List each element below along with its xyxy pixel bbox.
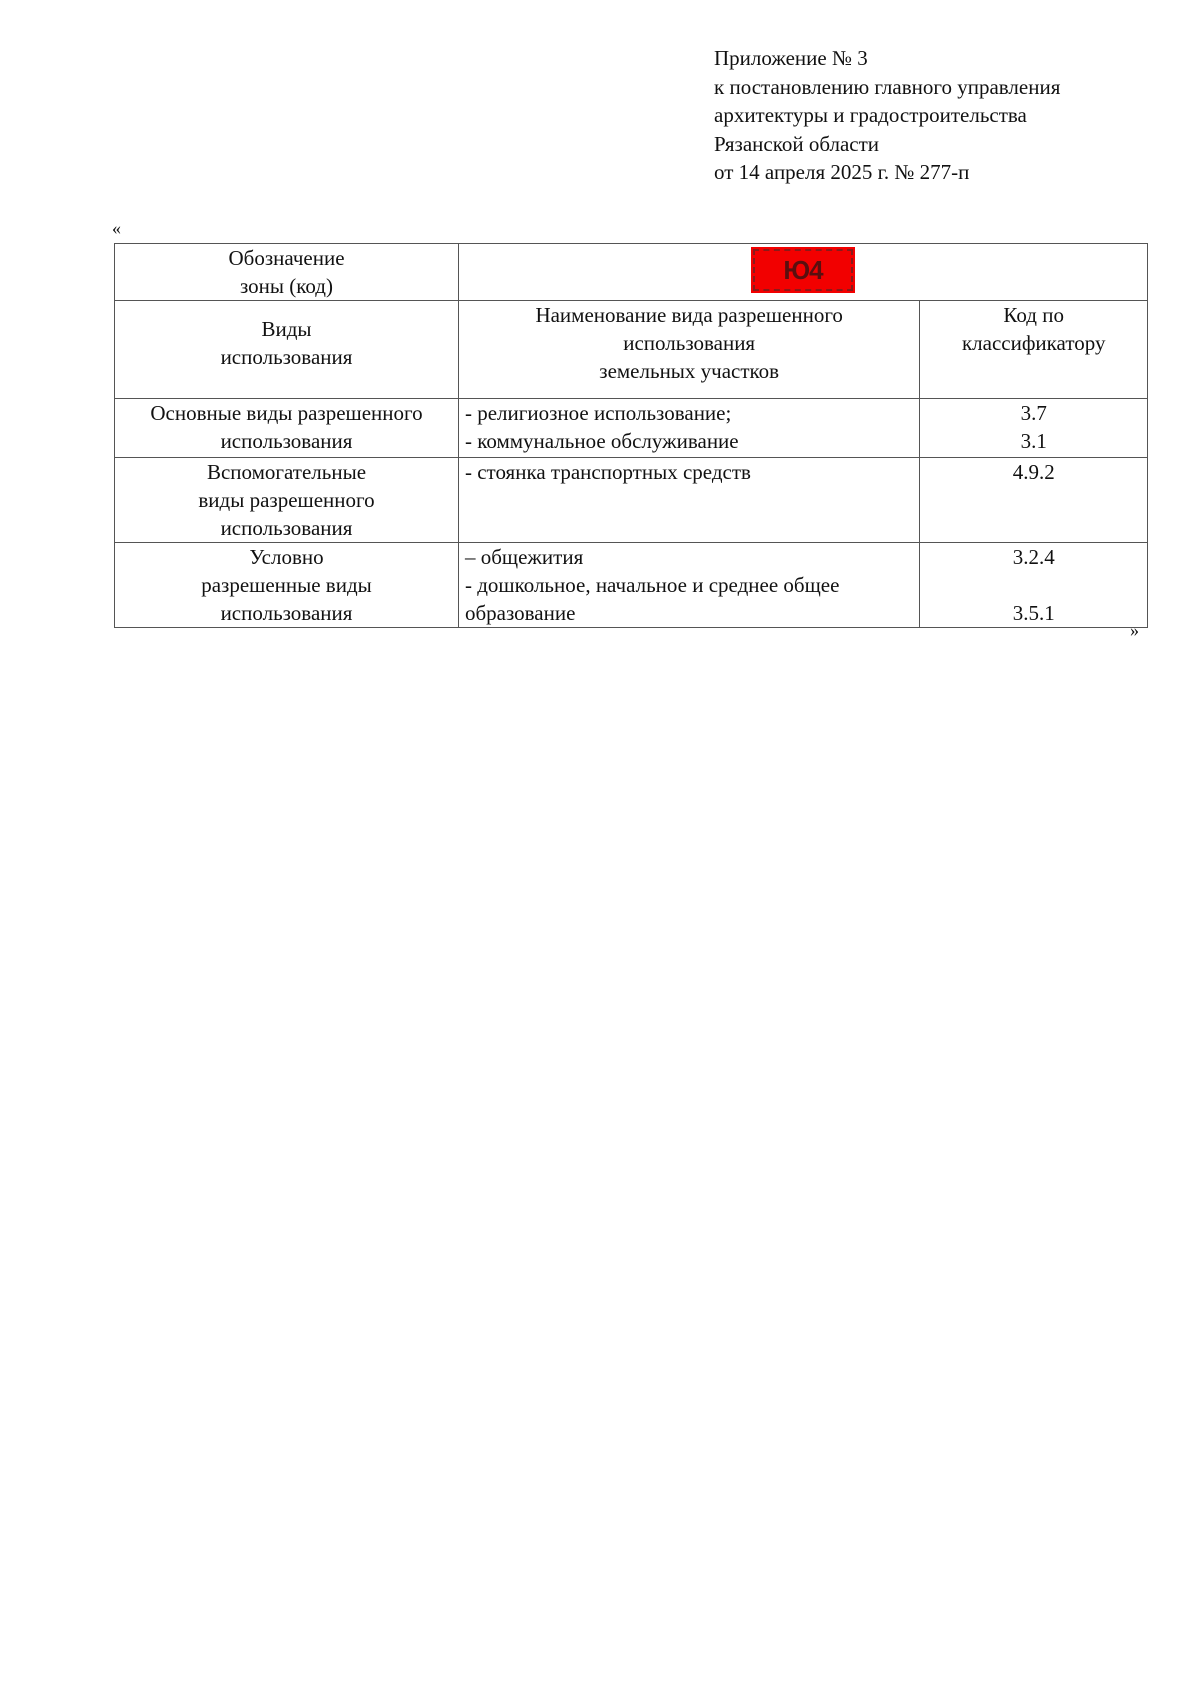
use-name: - дошкольное, начальное и среднее общее <box>464 573 840 597</box>
use-type-cell <box>115 458 459 543</box>
use-type-cell <box>115 399 459 458</box>
header-name-cell <box>458 301 919 399</box>
zone-label-cell <box>115 244 459 301</box>
use-type-line: Вспомогательные <box>206 460 367 484</box>
use-type-line: использования <box>220 601 353 625</box>
header-line-resolution: к постановлению главного управления <box>714 74 1061 99</box>
classifier-code: 3.2.4 <box>1012 545 1055 569</box>
zone-uses-table <box>114 243 1148 628</box>
closing-quote: » <box>1130 620 1139 640</box>
zone-label-line2: зоны (код) <box>240 274 333 298</box>
use-names-cell <box>458 543 919 628</box>
classifier-code: 3.1 <box>1020 429 1047 453</box>
header-name-line1: Наименование вида разрешенного <box>535 303 843 327</box>
classifier-code: 3.7 <box>1020 401 1047 425</box>
table-row <box>115 458 1148 543</box>
header-code-line1: Код по <box>1003 303 1064 327</box>
header-code-line2: классификатору <box>961 331 1106 355</box>
table-header-row <box>115 301 1148 399</box>
use-codes-cell <box>920 458 1148 543</box>
use-name: - религиозное использование; <box>464 401 732 425</box>
header-code-cell <box>920 301 1148 399</box>
zone-code-badge: Ю4 <box>751 247 855 293</box>
table-row <box>115 543 1148 628</box>
header-line-region: Рязанской области <box>714 131 880 156</box>
zone-code-cell <box>458 244 1147 301</box>
header-types-line2: использования <box>220 345 353 369</box>
opening-quote: « <box>112 218 121 238</box>
header-name-line3: земельных участков <box>599 359 780 383</box>
use-type-line: Основные виды разрешенного <box>150 401 423 425</box>
use-type-line: использования <box>220 429 353 453</box>
use-type-line: виды разрешенного <box>198 488 375 512</box>
classifier-code: 3.5.1 <box>1012 601 1055 625</box>
appendix-number: Приложение № 3 <box>714 46 868 70</box>
classifier-code <box>926 571 1141 599</box>
appendix-header <box>714 44 1154 187</box>
header-types-cell <box>115 301 459 399</box>
header-types-line1: Виды <box>261 317 312 341</box>
header-name-line2: использования <box>623 331 756 355</box>
header-line-date: от 14 апреля 2025 г. № 277-п <box>714 160 970 184</box>
use-type-line: Условно <box>249 545 324 569</box>
zone-label-line1: Обозначение <box>228 246 345 270</box>
use-type-cell <box>115 543 459 628</box>
zone-row <box>115 244 1148 301</box>
use-name: – общежития <box>464 545 584 569</box>
use-name: образование <box>464 601 576 625</box>
classifier-code: 4.9.2 <box>1012 460 1055 484</box>
use-name: - коммунальное обслуживание <box>464 429 739 453</box>
use-codes-cell <box>920 543 1148 628</box>
use-name: - стоянка транспортных средств <box>464 460 751 484</box>
use-codes-cell <box>920 399 1148 458</box>
header-line-authority: архитектуры и градостроительства <box>714 103 1027 127</box>
use-names-cell <box>458 399 919 458</box>
use-type-line: разрешенные виды <box>201 573 372 597</box>
table-row <box>115 399 1148 458</box>
use-names-cell <box>458 458 919 543</box>
use-type-line: использования <box>220 516 353 540</box>
